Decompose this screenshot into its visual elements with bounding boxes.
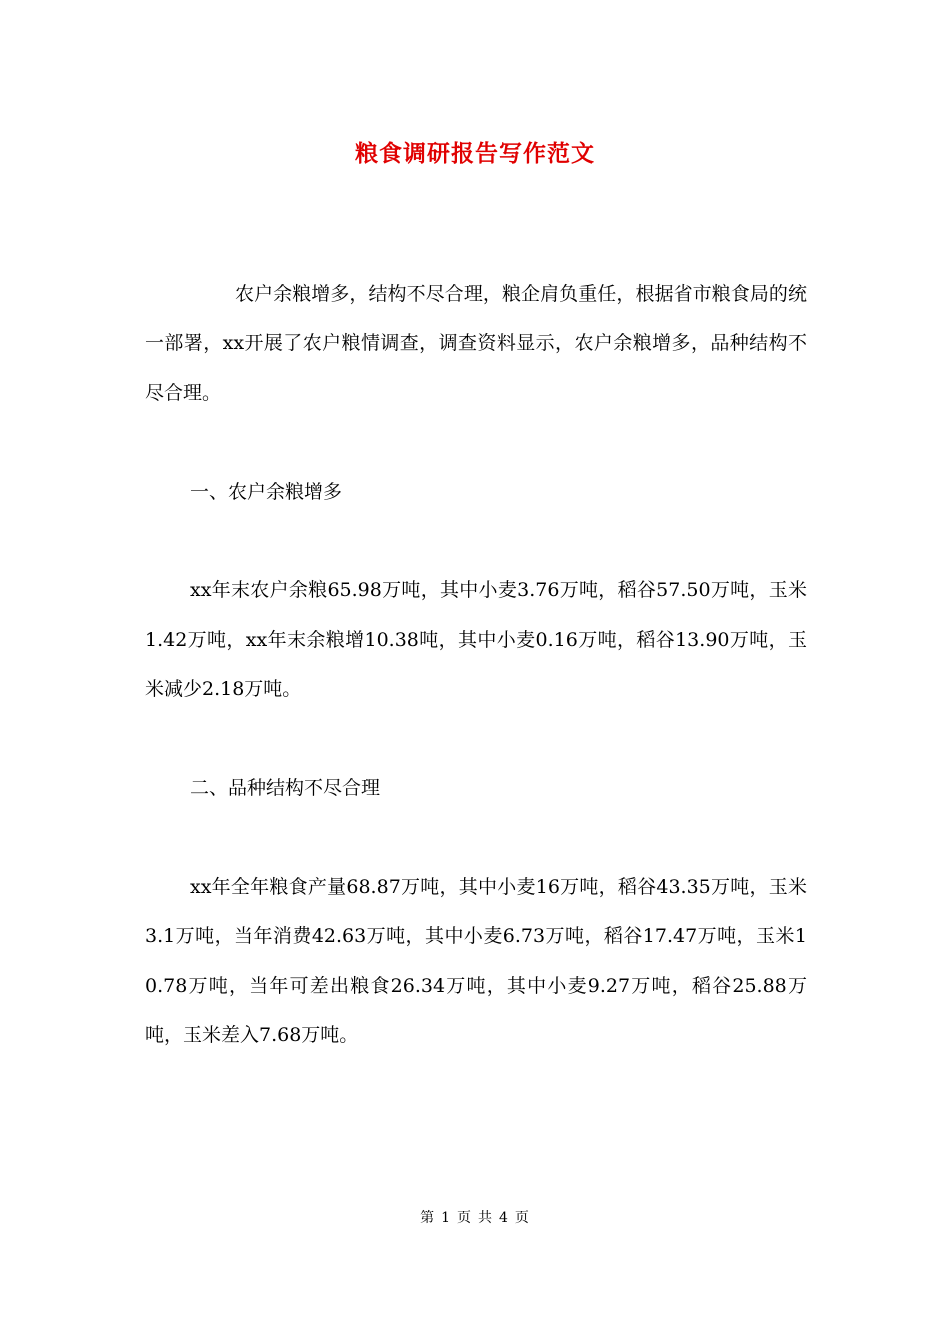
section-2-paragraph: xx年全年粮食产量68.87万吨，其中小麦16万吨，稻谷43.35万吨，玉米3.1万吨，当年消费42.63万吨，其中小麦6.73万吨，稻谷17.47万吨，玉米10.78万吨，当年可差出粮食26.34万吨，其中小麦9.27万吨，稻谷25.88万吨，玉米差入7.68万吨。 [145, 875, 807, 1047]
section-1-paragraph: xx年末农户余粮65.98万吨，其中小麦3.76万吨，稻谷57.50万吨，玉米1.42万吨，xx年末余粮增10.38吨，其中小麦0.16万吨，稻谷13.90万吨，玉米减少2.18万吨。 [145, 579, 807, 701]
paragraph-spacer [145, 418, 807, 467]
paragraph-spacer [145, 715, 807, 764]
paragraph-spacer [145, 813, 807, 862]
page-footer [0, 1208, 950, 1228]
footer-total-pages: 4 [499, 1210, 509, 1226]
footer-current-page: 1 [441, 1210, 451, 1226]
paragraph-spacer [145, 517, 807, 566]
section-heading-2: 二、品种结构不尽合理 [190, 777, 381, 800]
footer-page-word: 页 [457, 1210, 472, 1226]
footer-suffix: 页 [514, 1210, 530, 1226]
document-title: 粮食调研报告写作范文 [355, 140, 595, 167]
footer-prefix: 第 [420, 1210, 436, 1226]
section-heading-1: 一、农户余粮增多 [190, 480, 343, 503]
intro-paragraph: 农户余粮增多，结构不尽合理，粮企肩负重任，根据省市粮食局的统一部署，xx开展了农户粮情调查，调查资料显示，农户余粮增多，品种结构不尽合理。 [145, 283, 807, 404]
document-body [145, 270, 807, 1060]
footer-total-word: 共 [478, 1210, 493, 1226]
